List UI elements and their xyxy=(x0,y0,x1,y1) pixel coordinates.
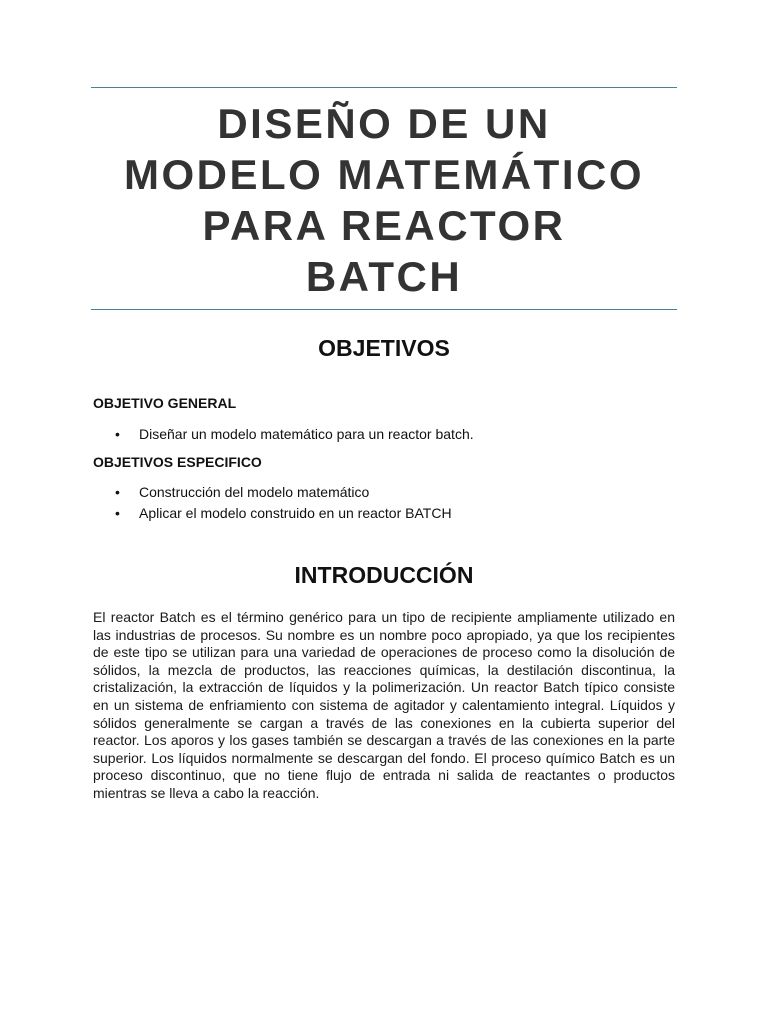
objetivos-heading: OBJETIVOS xyxy=(318,335,450,361)
introduccion-heading: INTRODUCCIÓN xyxy=(294,562,474,588)
title-line: DISEÑO DE UN xyxy=(217,100,551,147)
list-item-text: Aplicar el modelo construido en un reactor BATCH xyxy=(139,505,452,521)
bullet-icon: • xyxy=(115,484,120,500)
list-item xyxy=(93,503,673,524)
document-title xyxy=(91,98,677,302)
objetivos-especificos-list xyxy=(93,482,673,524)
objetivo-general-label: OBJETIVO GENERAL xyxy=(93,395,237,411)
list-item xyxy=(93,424,673,445)
title-top-rule xyxy=(91,87,677,88)
title-line: PARA REACTOR xyxy=(202,202,566,249)
title-line: BATCH xyxy=(305,253,463,300)
introduccion-paragraph: El reactor Batch es el término genérico para un tipo de recipiente ampliamente utilizado en las industrias de procesos. Su nombre es un nombre poco apropiado, ya que los recipientes de este tipo se utilizan para una variedad de operaciones de proceso como la disolución de sólidos, la mezcla de productos, las reacciones químicas, la destilación discontinua, la cristalización, la extracción de líquidos y la polimerización. Un reactor Batch típico consiste en un sistema de enfriamiento con sistema de agitador y calentamiento integral. Líquidos y sólidos generalmente se cargan a través de las conexiones en la cubierta superior del reactor. Los aporos y los gases también se descargan a través de las conexiones en la parte superior. Los líquidos normalmente se descargan del fondo. El proceso químico Batch es un proceso discontinuo, que no tiene flujo de entrada ni salida de reactantes o productos mientras se lleva a cabo la reacción. xyxy=(93,609,675,801)
list-item xyxy=(93,482,673,503)
bullet-icon: • xyxy=(115,505,120,521)
bullet-icon: • xyxy=(115,426,120,442)
title-bottom-rule xyxy=(91,309,677,310)
list-item-text: Diseñar un modelo matemático para un reactor batch. xyxy=(139,426,474,442)
objetivos-especificos-label: OBJETIVOS ESPECIFICO xyxy=(93,454,262,470)
title-line: MODELO MATEMÁTICO xyxy=(123,151,644,198)
objetivo-general-list xyxy=(93,424,673,445)
list-item-text: Construcción del modelo matemático xyxy=(139,484,370,500)
